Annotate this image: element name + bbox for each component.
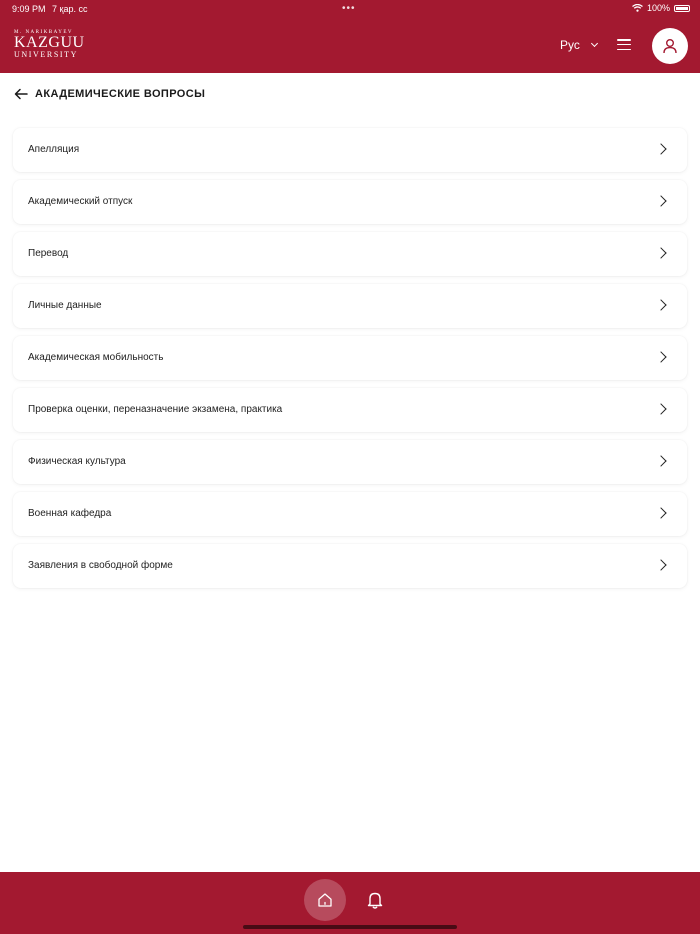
home-icon xyxy=(317,892,333,908)
wifi-icon xyxy=(632,4,643,12)
menu-icon-bar xyxy=(617,44,631,46)
logo-line-1: M. NARIKBAYEV xyxy=(14,30,74,35)
chevron-down-icon xyxy=(591,40,598,47)
chevron-right-icon xyxy=(655,351,666,362)
status-bar xyxy=(0,0,700,18)
logo-line-3: UNIVERSITY xyxy=(14,50,78,59)
chevron-right-icon xyxy=(655,455,666,466)
list-item-free-form-applications[interactable] xyxy=(13,544,687,588)
list-item-label: Военная кафедра xyxy=(28,508,112,519)
list-item-transfer[interactable] xyxy=(13,232,687,276)
list-item-appeal[interactable] xyxy=(13,128,687,172)
chevron-right-icon xyxy=(655,559,666,570)
chevron-right-icon xyxy=(655,507,666,518)
academic-questions-list xyxy=(13,128,687,596)
page-header xyxy=(0,73,700,115)
list-item-label: Проверка оценки, переназначение экзамена, практика xyxy=(28,404,283,415)
list-item-label: Апелляция xyxy=(28,144,80,155)
list-item-label: Академический отпуск xyxy=(28,196,133,207)
list-item-label: Перевод xyxy=(28,248,69,259)
profile-button[interactable] xyxy=(652,28,688,64)
language-selector[interactable] xyxy=(560,38,597,52)
back-arrow-icon[interactable] xyxy=(14,88,28,100)
list-item-academic-mobility[interactable] xyxy=(13,336,687,380)
list-item-grade-review[interactable] xyxy=(13,388,687,432)
logo-line-2: KAZGUU xyxy=(14,34,85,51)
status-right xyxy=(632,3,690,13)
page-title: АКАДЕМИЧЕСКИЕ ВОПРОСЫ xyxy=(35,88,206,100)
status-time: 9:09 PM xyxy=(12,4,46,14)
chevron-right-icon xyxy=(655,195,666,206)
top-app-bar xyxy=(0,0,700,73)
language-label: Рус xyxy=(560,38,580,52)
battery-icon xyxy=(674,5,690,12)
menu-button[interactable] xyxy=(617,39,631,51)
multitask-dots-icon[interactable]: ••• xyxy=(342,3,356,14)
list-item-academic-leave[interactable] xyxy=(13,180,687,224)
university-logo[interactable] xyxy=(14,30,84,59)
list-item-personal-data[interactable] xyxy=(13,284,687,328)
user-icon xyxy=(662,38,678,54)
list-item-label: Заявления в свободной форме xyxy=(28,560,173,571)
menu-icon-bar xyxy=(617,49,631,51)
menu-icon-bar xyxy=(617,39,631,41)
battery-percent: 100% xyxy=(646,3,670,13)
list-item-label: Физическая культура xyxy=(28,456,126,467)
chevron-right-icon xyxy=(655,299,666,310)
bell-icon[interactable] xyxy=(366,890,384,910)
home-indicator[interactable] xyxy=(243,925,457,929)
list-item-physical-culture[interactable] xyxy=(13,440,687,484)
list-item-label: Личные данные xyxy=(28,300,102,311)
status-date: 7 қар. сс xyxy=(52,4,88,14)
home-button[interactable] xyxy=(304,879,346,921)
chevron-right-icon xyxy=(655,143,666,154)
list-item-military-department[interactable] xyxy=(13,492,687,536)
chevron-right-icon xyxy=(655,403,666,414)
chevron-right-icon xyxy=(655,247,666,258)
list-item-label: Академическая мобильность xyxy=(28,352,164,363)
bottom-nav-bar xyxy=(0,872,700,934)
